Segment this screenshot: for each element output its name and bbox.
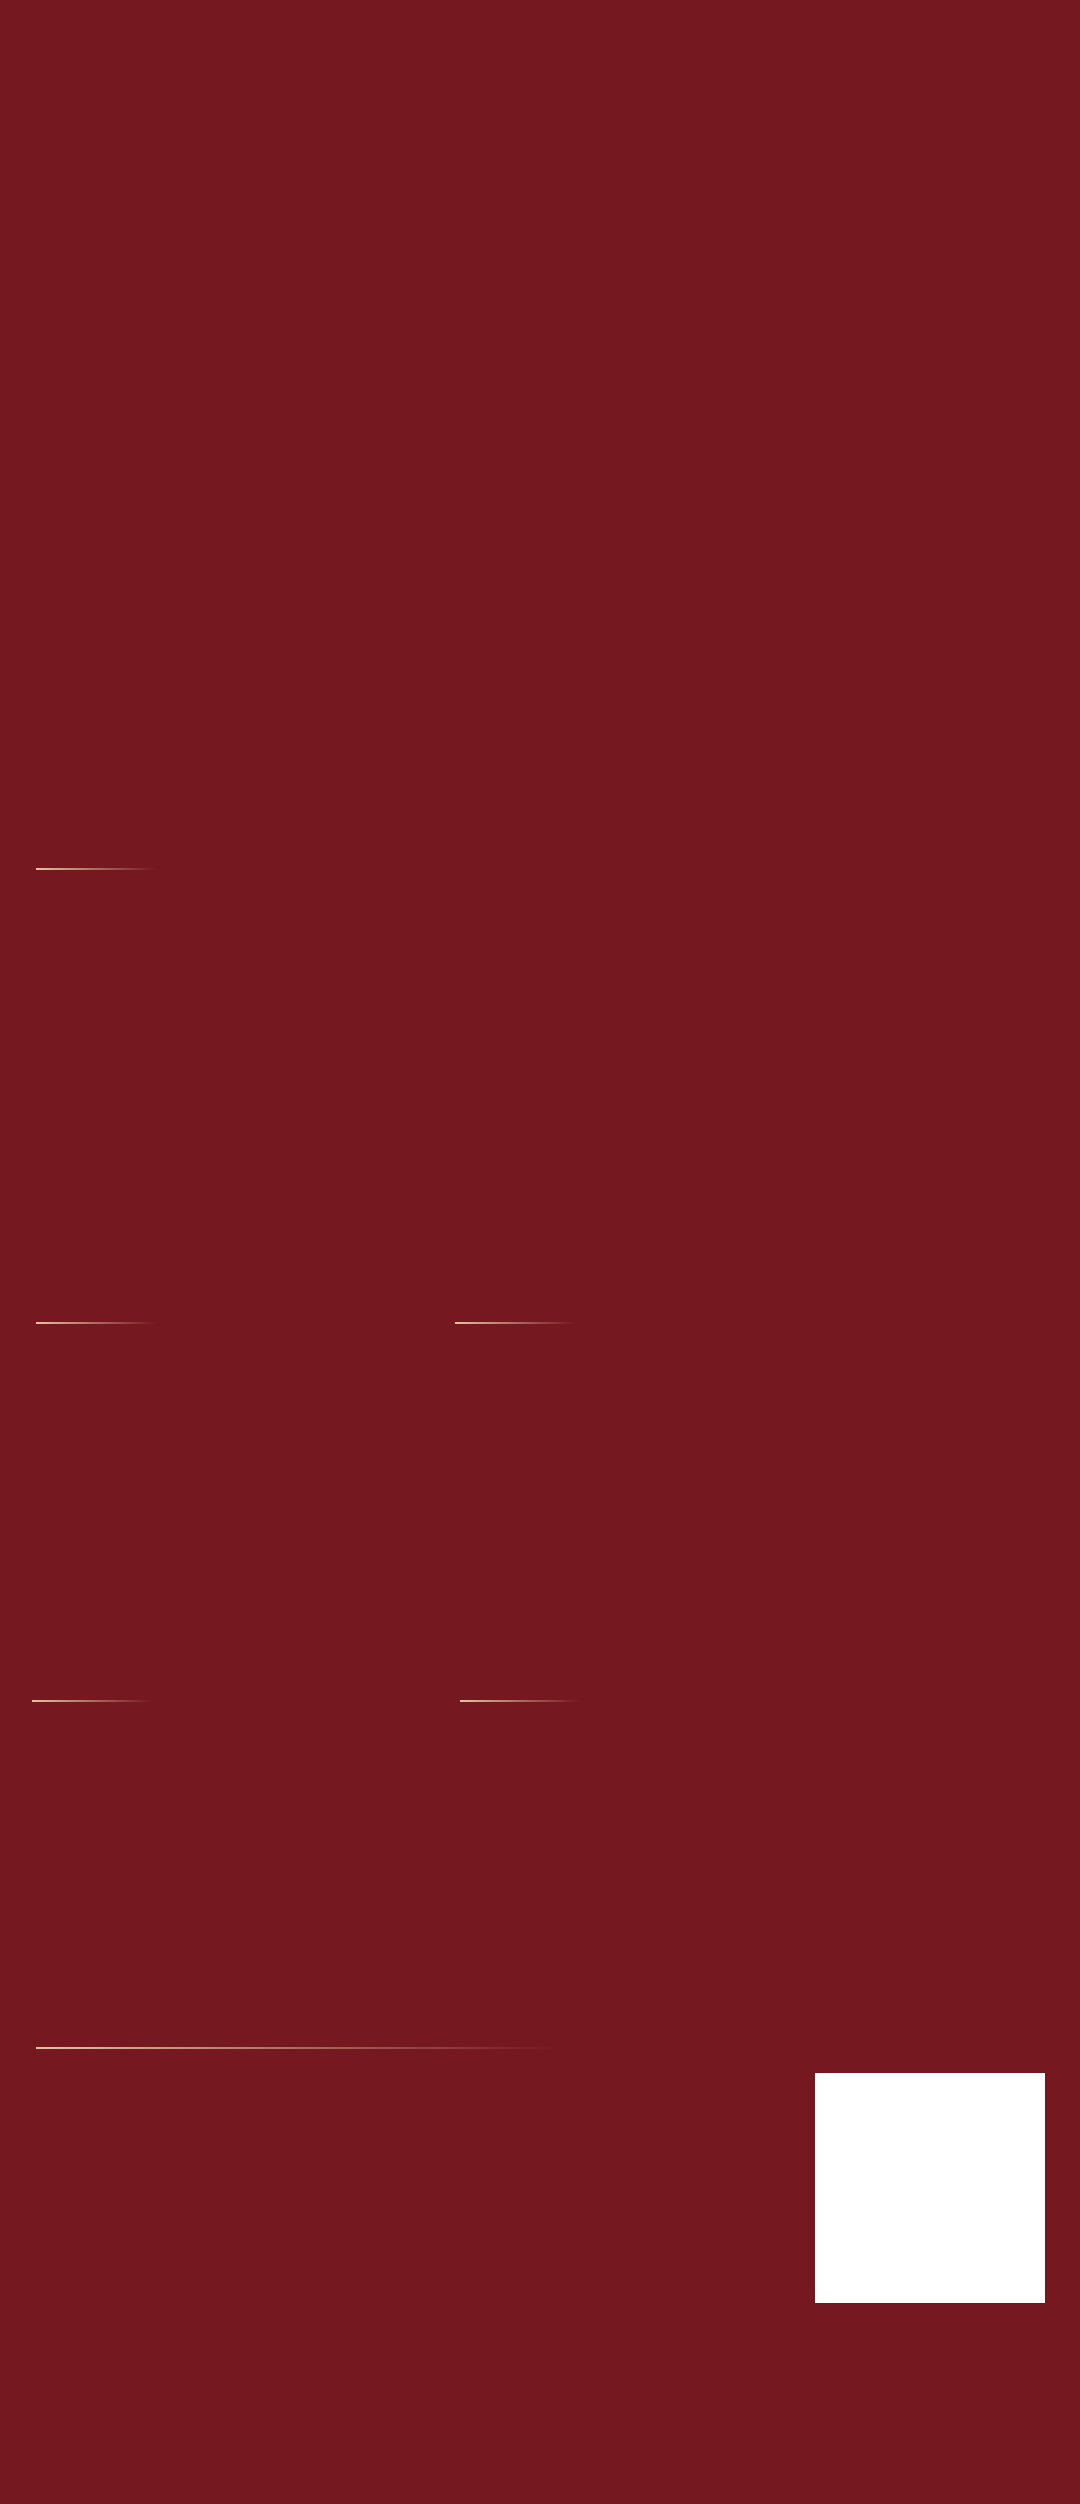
section-divider [32,1700,152,1702]
section-planting [36,1322,456,1346]
section-construction [455,1322,1075,1346]
section-branding [460,1700,980,1724]
section-divider [36,1322,156,1324]
section-management [32,1700,452,1724]
qr-code[interactable] [815,2073,1045,2303]
section-divider [36,868,156,870]
section-divider [455,1322,575,1324]
contact-divider [36,2047,556,2049]
qr-center-logo [905,2163,955,2213]
section-divider [460,1700,580,1702]
section-landscape [36,868,656,892]
